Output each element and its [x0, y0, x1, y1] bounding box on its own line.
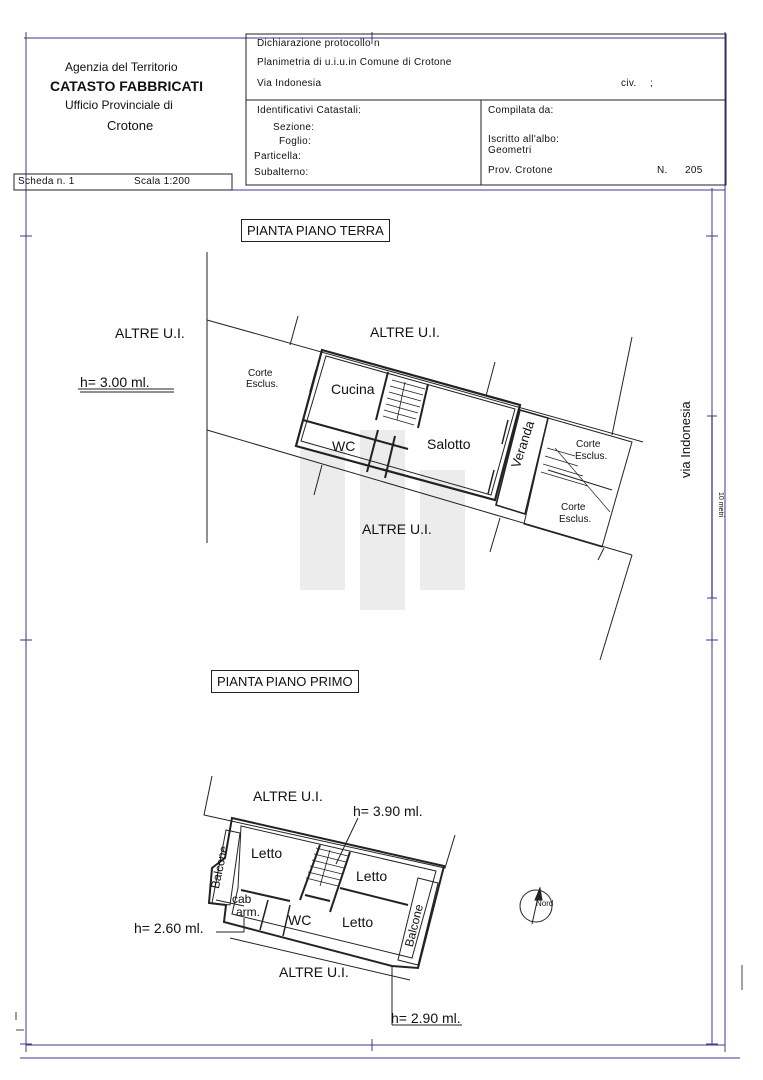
- corte-esclus-right-2: Esclus.: [575, 451, 608, 462]
- ground-floor-title: PIANTA PIANO TERRA: [241, 219, 390, 242]
- room-wc-ground: WC: [332, 438, 356, 454]
- north-label: Nord: [536, 899, 554, 908]
- office-city: Crotone: [107, 118, 154, 133]
- declaration-field: Dichiarazione protocollo n: [257, 38, 380, 49]
- room-letto-2: Letto: [356, 868, 388, 884]
- altre-ui-first-top: ALTRE U.I.: [253, 788, 323, 804]
- foglio-field: Foglio:: [279, 136, 312, 147]
- office-label: Ufficio Provinciale di: [65, 98, 173, 112]
- planimetry-field: Planimetria di u.i.u.in Comune di Crotone: [257, 57, 452, 68]
- scale-bar-label: 10 metri: [717, 492, 724, 518]
- catasto-title: CATASTO FABBRICATI: [50, 78, 203, 94]
- corte-esclus-left-2: Esclus.: [246, 379, 279, 390]
- altre-ui-first-bottom: ALTRE U.I.: [279, 964, 349, 980]
- scheda-field: Scheda n. 1: [18, 176, 75, 187]
- number-label: N.: [657, 165, 668, 176]
- height-first-left: h= 2.60 ml.: [134, 920, 204, 936]
- number-value: 205: [685, 165, 703, 176]
- corte-esclus-right-1: Corte: [576, 439, 601, 450]
- height-first-top: h= 3.90 ml.: [353, 803, 423, 819]
- watermark: [300, 430, 465, 610]
- street-label-vertical: via Indonesia: [678, 401, 693, 478]
- particella-field: Particella:: [254, 151, 302, 162]
- room-veranda: Veranda: [508, 418, 538, 470]
- province-field: Prov. Crotone: [488, 165, 553, 176]
- agency-name: Agenzia del Territorio: [65, 60, 178, 74]
- subalterno-field: Subalterno:: [254, 167, 309, 178]
- balcone-right: Balcone: [402, 902, 427, 949]
- compiled-title: Compilata da:: [488, 105, 554, 116]
- height-first-bottom: h= 2.90 ml.: [391, 1010, 461, 1026]
- civ-label: civ.: [621, 78, 637, 89]
- edge-marks: [16, 965, 742, 1030]
- room-cucina: Cucina: [331, 381, 375, 397]
- civ-value: ;: [650, 78, 654, 89]
- arm-label: arm.: [236, 905, 260, 919]
- corte-esclus-left-1: Corte: [248, 368, 273, 379]
- identifiers-title: Identificativi Catastali:: [257, 105, 362, 116]
- room-letto-3: Letto: [342, 914, 374, 930]
- room-wc-first: WC: [288, 912, 312, 928]
- room-salotto: Salotto: [427, 436, 471, 452]
- corte-esclus-bottom-2: Esclus.: [559, 514, 592, 525]
- ground-height: h= 3.00 ml.: [80, 374, 150, 390]
- altre-ui-left: ALTRE U.I.: [115, 325, 185, 341]
- room-letto-1: Letto: [251, 845, 283, 861]
- first-floor-title: PIANTA PIANO PRIMO: [211, 670, 359, 693]
- balcone-left: Balcone: [208, 844, 231, 890]
- altre-ui-top: ALTRE U.I.: [370, 324, 440, 340]
- register-field: Iscritto all'albo:: [488, 134, 560, 145]
- scala-field: Scala 1:200: [134, 176, 191, 187]
- altre-ui-bottom: ALTRE U.I.: [362, 521, 432, 537]
- profession-field: Geometri: [488, 145, 532, 156]
- corte-esclus-bottom-1: Corte: [561, 502, 586, 513]
- street-field: Via Indonesia: [257, 78, 322, 89]
- cab-label: cab: [232, 892, 252, 906]
- sezione-field: Sezione:: [273, 122, 315, 133]
